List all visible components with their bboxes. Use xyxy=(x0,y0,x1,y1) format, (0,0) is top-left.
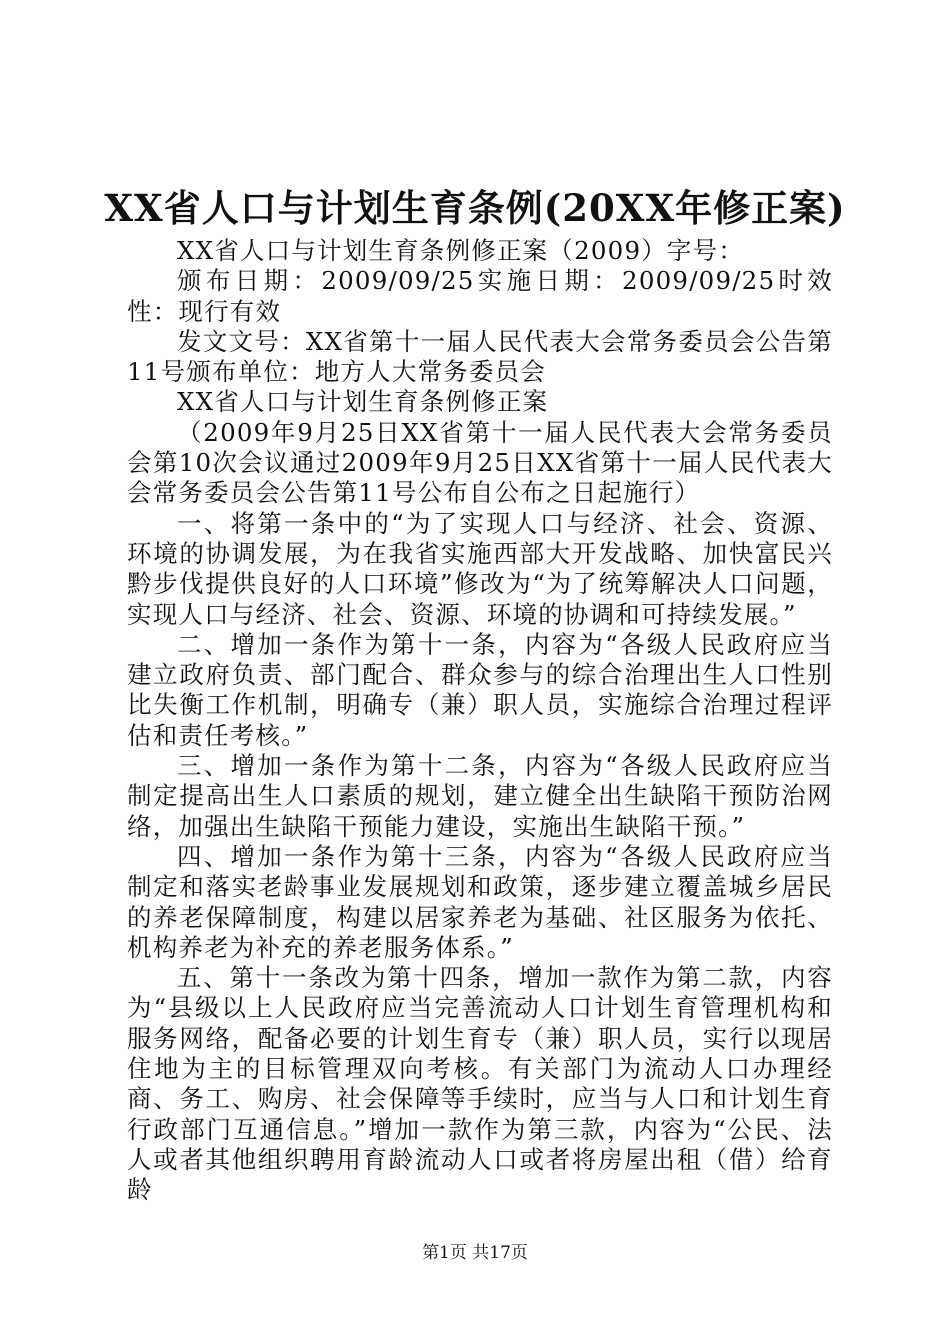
paragraph-heading-line: XX省人口与计划生育条例修正案（2009）字号： xyxy=(177,236,745,265)
paragraph-item-1: 一、将第一条中的“为了实现人口与经济、社会、资源、环境的协调发展，为在我省实施西部大开发战略、加快富民兴黔步伐提供良好的人口环境”修改为“为了统筹解决人口问题，实现人口与经济、社会、资源、环境的协调和可持续发展。” xyxy=(127,508,833,629)
paragraph-item-2: 二、增加一条作为第十一条，内容为“各级人民政府应当建立政府负责、部门配合、群众参与的综合治理出生人口性别比失衡工作机制，明确专（兼）职人员，实施综合治理过程评估和责任考核。” xyxy=(127,629,833,750)
document-body xyxy=(127,236,833,1206)
paragraph-amendment-title: XX省人口与计划生育条例修正案 xyxy=(177,387,549,417)
page-footer: 第1页 共17页 xyxy=(422,1243,528,1263)
paragraph-item-5: 五、第十一条改为第十四条，增加一款作为第二款，内容为“县级以上人民政府应当完善流动人口计划生育管理机构和服务网络，配备必要的计划生育专（兼）职人员，实行以现居住地为主的目标管理双向考核。有关部门为流动人口办理经商、务工、购房、社会保障等手续时，应当与人口和计划生育行政部门互通信息。”增加一款作为第三款，内容为“公民、法人或者其他组织聘用育龄流动人口或者将房屋出租（借）给育龄 xyxy=(127,963,833,1205)
paragraph-item-4: 四、增加一条作为第十三条，内容为“各级人民政府应当制定和落实老龄事业发展规划和政策，逐步建立覆盖城乡居民的养老保障制度，构建以居家养老为基础、社区服务为依托、机构养老为补充的养老服务体系。” xyxy=(127,841,833,962)
document-title: XX省人口与计划生育条例(20XX年修正案) xyxy=(104,186,846,230)
paragraph-item-3: 三、增加一条作为第十二条，内容为“各级人民政府应当制定提高出生人口素质的规划，建立健全出生缺陷干预防治网络，加强出生缺陷干预能力建设，实施出生缺陷干预。” xyxy=(127,751,833,841)
paragraph-adoption-note: （2009年9月25日XX省第十一届人民代表大会常务委员会第10次会议通过2009年9月25日XX省第十一届人民代表大会常务委员会公告第11号公布自公布之日起施行） xyxy=(127,417,833,508)
paragraph-document-number: 发文文号：XX省第十一届人民代表大会常务委员会公告第11号颁布单位：地方人大常务委员会 xyxy=(127,326,833,387)
paragraph-dates: 颁布日期：2009/09/25实施日期：2009/09/25时效性：现行有效 xyxy=(127,266,833,326)
